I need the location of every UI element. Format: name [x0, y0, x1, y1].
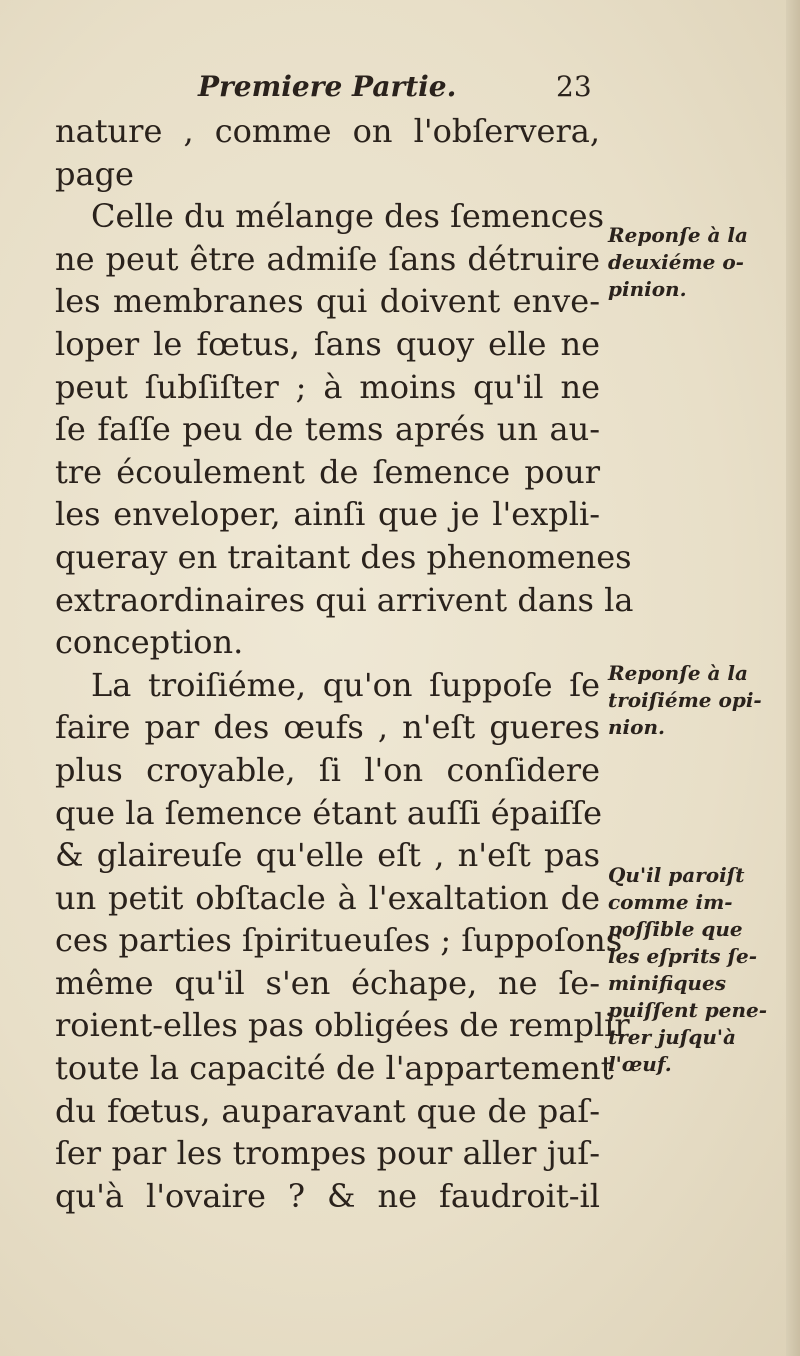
text-line: du fœtus, auparavant que de paſ-	[55, 1091, 600, 1130]
margin-note-line: Qu'il paroiſt	[608, 863, 745, 887]
margin-note-line: l'œuf.	[608, 1052, 672, 1076]
text-line: roient-elles pas obligées de remplir	[55, 1006, 630, 1045]
text-line: ne peut être admiſe ſans détruire	[55, 239, 600, 278]
text-line: conception.	[55, 623, 244, 662]
text-line: Celle du mélange des ſemences	[91, 197, 605, 236]
text-line: qu'à l'ovaire ? & ne faudroit-il	[55, 1176, 600, 1215]
text-line: La troiſiéme, qu'on ſuppoſe ſe	[91, 665, 600, 704]
text-line: page	[55, 154, 134, 193]
text-line: même qu'il s'en échape, ne ſe-	[55, 963, 600, 1002]
margin-note-line: trer juſqu'à	[608, 1025, 736, 1049]
text-line: les enveloper, ainſi que je l'expli-	[55, 495, 600, 534]
text-line: les membranes qui doivent enve-	[55, 282, 600, 321]
margin-note-line: les eſprits ſe-	[608, 944, 758, 968]
text-line: faire par des œufs , n'eſt gueres	[55, 708, 600, 747]
text-line: & glaireuſe qu'elle eſt , n'eſt pas	[55, 836, 600, 875]
margin-note-line: poſſible que	[608, 917, 743, 941]
running-title: Premiere Partie.	[198, 70, 457, 103]
margin-note-line: Reponſe à la	[608, 223, 748, 247]
margin-note-line: Reponſe à la	[608, 661, 748, 685]
margin-note-line: comme im-	[608, 890, 733, 914]
body-text	[55, 110, 634, 1217]
text-line: ſer par les trompes pour aller juſ-	[55, 1134, 600, 1173]
margin-note-line: troiſiéme opi-	[608, 688, 762, 712]
page-number: 23	[556, 70, 592, 103]
text-line: toute la capacité de l'appartement	[55, 1049, 614, 1088]
text-line: extraordinaires qui arrivent dans la	[55, 580, 634, 619]
text-line: ſe faſſe peu de tems aprés un au-	[55, 410, 600, 449]
margin-note-deuxieme	[608, 222, 788, 303]
page-edge	[786, 0, 800, 1356]
running-header	[0, 70, 800, 110]
margin-note-line: pinion.	[608, 277, 687, 301]
text-line: un petit obſtacle à l'exaltation de	[55, 878, 600, 917]
text-line: peut ſubſiſter ; à moins qu'il ne	[55, 367, 600, 406]
margin-note-line: deuxiéme o-	[608, 250, 744, 274]
margin-note-line: nion.	[608, 715, 665, 739]
margin-note-esprits	[608, 862, 788, 1078]
text-line: loper le fœtus, ſans quoy elle ne	[55, 324, 600, 363]
text-line: tre écoulement de ſemence pour	[55, 452, 600, 491]
text-line: queray en traitant des phenomenes	[55, 537, 632, 576]
margin-note-line: minifiques	[608, 971, 726, 995]
margin-note-line: puiſſent pene-	[608, 998, 768, 1022]
margin-note-troisieme	[608, 660, 788, 741]
text-line: que la ſemence étant auſſi épaiſſe	[55, 793, 603, 832]
text-line: nature , comme on l'obſervera,	[55, 112, 600, 150]
text-line: ces parties ſpiritueuſes ; ſuppoſons	[55, 921, 623, 960]
text-line: plus croyable, ſi l'on conſidere	[55, 750, 600, 789]
